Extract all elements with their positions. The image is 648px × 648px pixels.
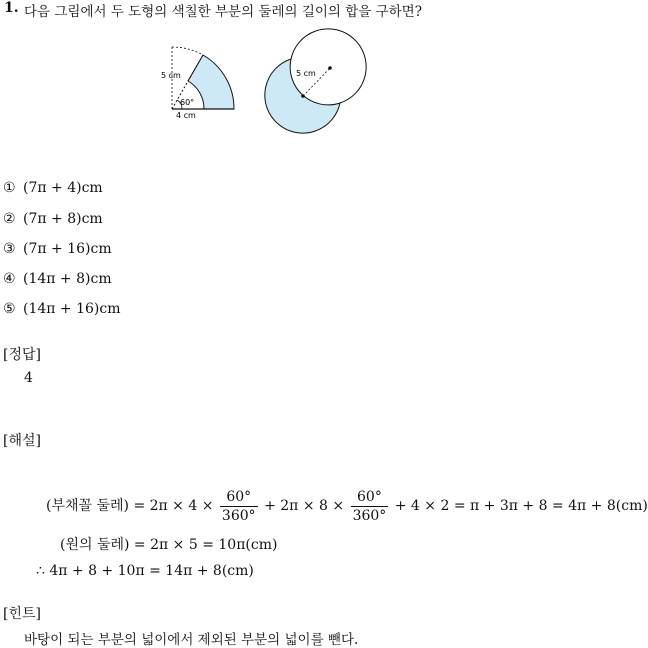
option-4-text: (14π + 8)cm	[23, 271, 112, 287]
explanation-line-1-mid: + 2π × 8 ×	[259, 498, 349, 514]
option-1-mark: ①	[3, 180, 16, 196]
hint-text: 바탕이 되는 부분의 넓이에서 제외된 부분의 넓이를 뺀다.	[24, 632, 359, 648]
question-text: 다음 그림에서 두 도형의 색칠한 부분의 둘레의 길이의 합을 구하면?	[24, 4, 422, 20]
option-2-mark: ②	[3, 211, 16, 227]
hint-label: [힌트]	[3, 606, 41, 622]
option-1-text: (7π + 4)cm	[23, 180, 103, 196]
fraction-60-360-b	[351, 489, 389, 524]
fraction-numerator: 60°	[351, 489, 389, 507]
sector-angle-label: 60°	[180, 98, 195, 107]
option-4[interactable]	[3, 271, 112, 287]
explanation-line-1-prefix: (부채꼴 둘레) = 2π × 4 ×	[46, 498, 218, 514]
option-5-mark: ⑤	[3, 301, 16, 317]
fraction-denominator: 360°	[221, 507, 256, 524]
option-2[interactable]	[3, 211, 103, 227]
option-3-mark: ③	[3, 241, 16, 257]
explanation-line-3: ∴ 4π + 8 + 10π = 14π + 8(cm)	[36, 563, 254, 579]
sector-figure	[161, 47, 234, 120]
question-number: 1.	[4, 0, 19, 16]
fraction-numerator: 60°	[220, 489, 258, 507]
sector-shaded-region	[188, 55, 234, 109]
option-1[interactable]	[3, 180, 103, 196]
circle-figure	[265, 29, 366, 133]
answer-label: [정답]	[3, 347, 41, 363]
explanation-line-1	[46, 486, 648, 526]
figure	[160, 28, 380, 140]
option-5[interactable]	[3, 301, 121, 317]
explanation-label: [해설]	[3, 433, 41, 449]
explanation-line-1-suffix: + 4 × 2 = π + 3π + 8 = 4π + 8(cm)	[390, 498, 648, 514]
option-2-text: (7π + 8)cm	[23, 211, 103, 227]
answer-value: 4	[24, 370, 33, 386]
sector-base-label: 4 cm	[176, 111, 196, 120]
option-4-mark: ④	[3, 271, 16, 287]
circle-radius-label: 5 cm	[296, 69, 316, 78]
fraction-60-360-a	[220, 489, 258, 524]
explanation-line-2: (원의 둘레) = 2π × 5 = 10π(cm)	[60, 537, 278, 553]
fraction-denominator: 360°	[352, 507, 387, 524]
option-3-text: (7π + 16)cm	[23, 241, 112, 257]
option-5-text: (14π + 16)cm	[23, 301, 121, 317]
sector-radius-label: 5 cm	[161, 71, 181, 80]
option-3[interactable]	[3, 241, 112, 257]
